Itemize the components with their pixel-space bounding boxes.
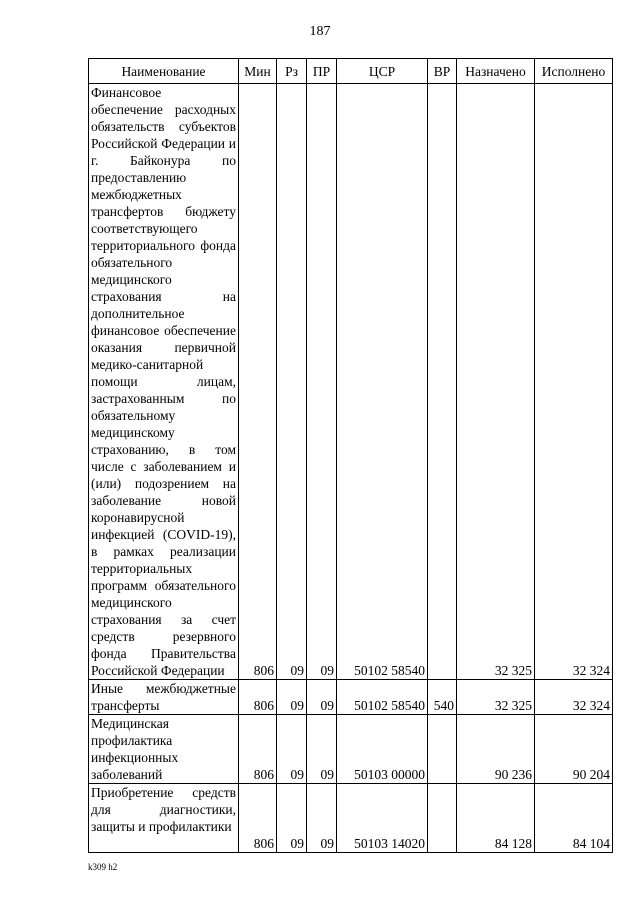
row-rz: 09 (277, 784, 307, 853)
row-min: 806 (239, 680, 277, 715)
col-header-csr: ЦСР (337, 59, 428, 84)
table-row (89, 784, 613, 853)
row-pr: 09 (307, 84, 337, 680)
col-header-rz: Рз (277, 59, 307, 84)
row-min: 806 (239, 84, 277, 680)
row-pr: 09 (307, 680, 337, 715)
row-executed: 90 204 (535, 715, 613, 784)
row-vr (428, 84, 457, 680)
row-name: Иные межбюджетные трансферты (89, 680, 239, 715)
row-assigned: 84 128 (457, 784, 535, 853)
row-executed: 32 324 (535, 84, 613, 680)
row-name: Приобретение средств для диагностики, защиты и профилактики (89, 784, 239, 853)
header-row (89, 59, 613, 84)
row-name: Финансовое обеспечение расходных обязательств субъектов Российской Федерации и г. Байконура по предоставлению межбюджетных трансфертов бюджету соответствующего территориального фонда обязательного медицинского страхования на дополнительное финансовое обеспечение оказания первичной медико-санитарной помощи лицам, застрахованным по обязательному медицинскому страхованию, в том числе с заболеванием и (или) подозрением на заболевание новой коронавирусной инфекцией (COVID-19), в рамках реализации территориальных программ обязательного медицинского страхования за счет средств резервного фонда Правительства Российской Федерации (89, 84, 239, 680)
page-number: 187 (309, 24, 331, 39)
table-row (89, 715, 613, 784)
col-header-name: Наименование (89, 59, 239, 84)
footer-code: k309 h2 (88, 862, 118, 872)
budget-table (88, 58, 613, 853)
row-min: 806 (239, 784, 277, 853)
row-pr: 09 (307, 715, 337, 784)
row-assigned: 32 325 (457, 680, 535, 715)
row-rz: 09 (277, 84, 307, 680)
row-csr: 50103 00000 (337, 715, 428, 784)
row-assigned: 32 325 (457, 84, 535, 680)
row-name: Медицинская профилактика инфекционных заболеваний (89, 715, 239, 784)
table-row (89, 84, 613, 680)
row-pr: 09 (307, 784, 337, 853)
row-csr: 50102 58540 (337, 680, 428, 715)
row-vr (428, 715, 457, 784)
row-rz: 09 (277, 715, 307, 784)
row-assigned: 90 236 (457, 715, 535, 784)
row-vr (428, 784, 457, 853)
row-vr: 540 (428, 680, 457, 715)
row-executed: 84 104 (535, 784, 613, 853)
row-csr: 50102 58540 (337, 84, 428, 680)
col-header-assigned: Назначено (457, 59, 535, 84)
row-min: 806 (239, 715, 277, 784)
col-header-vr: ВР (428, 59, 457, 84)
col-header-executed: Исполнено (535, 59, 613, 84)
row-executed: 32 324 (535, 680, 613, 715)
row-csr: 50103 14020 (337, 784, 428, 853)
row-rz: 09 (277, 680, 307, 715)
col-header-pr: ПР (307, 59, 337, 84)
table-row (89, 680, 613, 715)
col-header-min: Мин (239, 59, 277, 84)
